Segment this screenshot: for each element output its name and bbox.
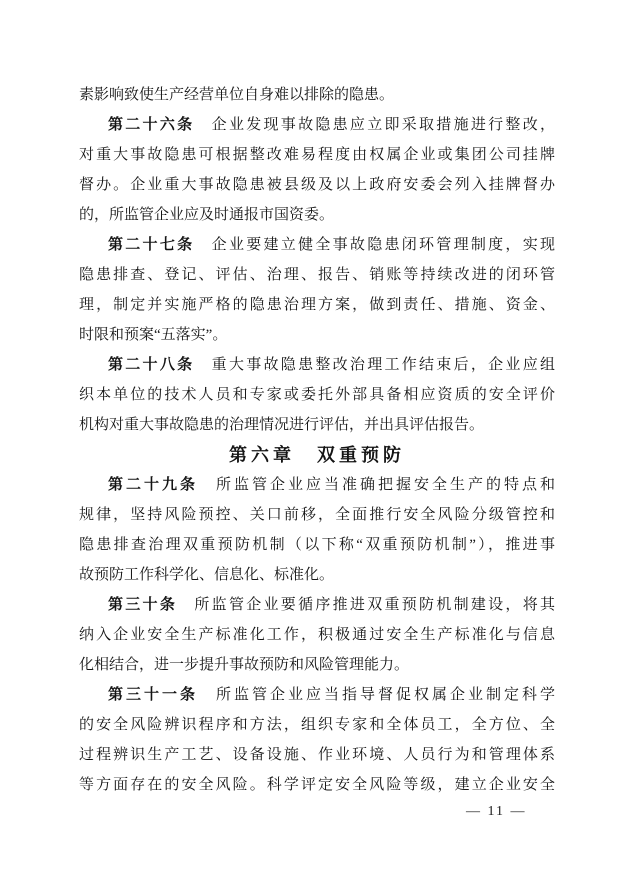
text-line: 过程辨识生产工艺、设备设施、作业环境、人员行为和管理体系 [79,747,555,763]
text-line: 第二十八条 重大事故隐患整改治理工作结束后，企业应组 [108,357,555,373]
text-line: 的安全风险辨识程序和方法，组织专家和全体员工，全方位、全 [79,717,555,733]
article-number: 第二十九条 [108,477,198,493]
article-number: 第二十六条 [108,117,195,133]
text-line: 第三十条 所监管企业要循序推进双重预防机制建设，将其 [108,597,555,613]
article-28 [79,350,555,440]
chapter-heading-text: 第六章 双重预防 [229,445,405,465]
article-30 [79,590,555,680]
text-line: 第二十七条 企业要建立健全事故隐患闭环管理制度，实现 [108,237,555,253]
page-number: — 11 — [466,804,527,819]
article-number: 第二十七条 [108,237,195,253]
article-number: 第三十一条 [108,687,198,703]
text-line: 素影响致使生产经营单位自身难以排除的隐患。 [79,87,395,103]
text-line: 化相结合，进一步提升事故预防和风险管理能力。 [79,657,410,673]
text-line: 第三十一条 所监管企业应当指导督促权属企业制定科学 [108,687,555,703]
continuation-paragraph [79,80,555,110]
article-number: 第三十条 [108,597,178,613]
article-27 [79,230,555,350]
text-line: 督办。企业重大事故隐患被县级及以上政府安委会列入挂牌督办 [79,177,555,193]
text-line: 等方面存在的安全风险。科学评定安全风险等级，建立企业安全 [79,777,555,793]
text-line: 隐患排查、登记、评估、治理、报告、销账等持续改进的闭环管 [79,267,555,283]
text-line: 的，所监管企业应及时通报市国资委。 [79,207,335,223]
text-line: 对重大事故隐患可根据整改难易程度由权属企业或集团公司挂牌 [79,147,555,163]
text-line: 第二十六条 企业发现事故隐患应立即采取措施进行整改， [108,117,555,133]
text-line: 隐患排查治理双重预防机制（以下称“双重预防机制”），推进事 [79,537,555,553]
article-number: 第二十八条 [108,357,195,373]
text-line: 纳入企业安全生产标准化工作，积极通过安全生产标准化与信息 [79,627,555,643]
text-line: 第二十九条 所监管企业应当准确把握安全生产的特点和 [108,477,555,493]
document-body [79,80,555,800]
article-26 [79,110,555,230]
text-line: 规律，坚持风险预控、关口前移，全面推行安全风险分级管控和 [79,507,555,523]
article-31 [79,680,555,800]
article-29 [79,470,555,590]
text-line: 理，制定并实施严格的隐患治理方案，做到责任、措施、资金、 [79,297,555,313]
chapter-6-heading [79,440,555,470]
text-line: 机构对重大事故隐患的治理情况进行评估，并出具评估报告。 [79,417,485,433]
text-line: 故预防工作科学化、信息化、标准化。 [79,567,335,583]
text-line: 时限和预案“五落实”。 [79,327,228,343]
text-line: 织本单位的技术人员和专家或委托外部具备相应资质的安全评价 [79,387,555,403]
